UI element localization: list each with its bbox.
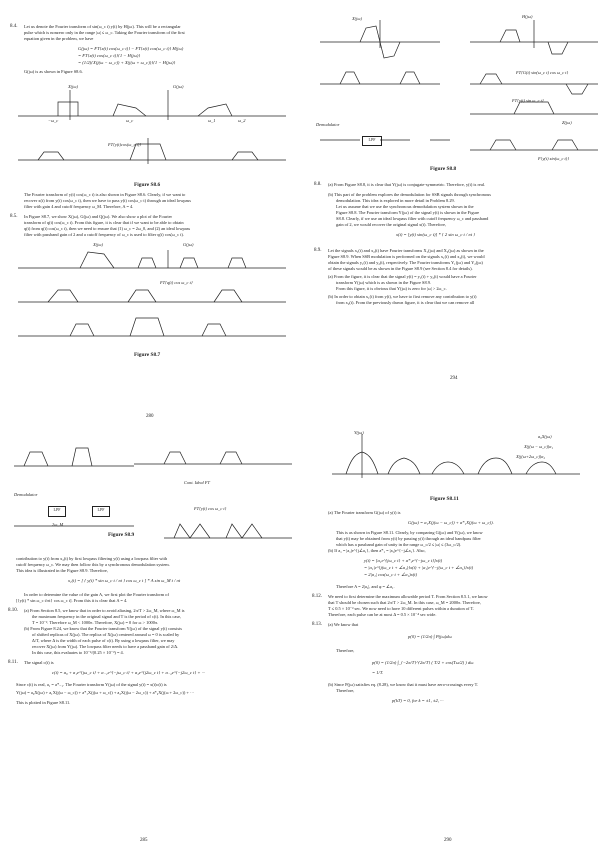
paragraph-line: T ≤ 0.5 × 10⁻³ sec. We now need to have 10 different pulses within a duration of T. — [328, 606, 474, 611]
paragraph-line: transform Y(jω) which is as shown in the Figure S8.9. — [336, 280, 432, 285]
figure-label: FT{y(t) cos ω_c t} — [194, 506, 227, 511]
paragraph-line: Let the signals x₁(t) and x₂(t) have Fourier transforms X₁(jω) and X₂(jω) as shown in the — [328, 248, 484, 253]
problem-number: 8.5. — [10, 214, 18, 219]
figure-label: a₀X(jω) — [538, 434, 552, 439]
equation-line: x₁(t) = [ { y(t) * sin ω_c t / πt } cos ω_c t ] * A sin ω_M t / πt — [68, 578, 181, 583]
paragraph-line: Figure S8.9. When SSB modulation is performed on the signals x₁(t) and x₂(t), we would — [328, 254, 485, 259]
equation-line: = 2|a₁| cos(ω_c t + ∠a₁)x(t) — [364, 572, 418, 577]
equation-line: = (1/2){X(j(ω − ω_c)) + X(j(ω + ω_c))}{1 − H(jω)} — [78, 60, 176, 65]
page-number: 294 — [450, 376, 458, 381]
paragraph-line: We need to first determine the maximum allowable period T. From Section 8.5.1, we know — [328, 594, 488, 599]
paragraph-line: G(jω) is as shown in Figure S8.6. — [24, 69, 83, 74]
paragraph-line: In Figure S8.7, we show X(jω), G(jω) and Q(jω). We also show a plot of the Fourier — [24, 214, 172, 219]
figure-label: FT{G(t) sin(ω_c t) cos ω_c t} — [516, 70, 569, 75]
page-bottom-right — [312, 428, 602, 848]
figure-caption: Figure S8.6 — [134, 182, 161, 188]
page-top-right — [312, 8, 602, 428]
paragraph-line: (b) Since P(jω) satisfies eq. (8.28), we know that it must have zero-crossings every T. — [328, 682, 479, 687]
paragraph-line: obtain the signals y₁(t) and y₂(t), respectively. The Fourier transforms Y₁(jω) and Y₂(jω) — [328, 260, 483, 265]
paragraph-line: Therefore, — [336, 688, 355, 693]
figure-label: Y(jω) — [354, 430, 364, 435]
lpf-block — [362, 136, 382, 146]
figure-s8-7-plot — [18, 240, 288, 350]
paragraph-line: Therefore, — [336, 648, 355, 653]
paragraph-line: In this case, this evaluates to 10⁻³/(0.25 × 10⁻³) = 4. — [32, 650, 124, 655]
paragraph-line: (b) This part of the problem explores the demodulation for SSB signals through synchronous — [328, 192, 491, 197]
figure-s8-11-plot — [332, 432, 582, 496]
paragraph-line: This is plotted in Figure S8.11. — [16, 700, 71, 705]
paragraph-line: of these signals would be as shown in the Figure S8.9 (see Section 8.4 for details). — [328, 266, 473, 271]
page-bottom-left — [8, 428, 298, 848]
equation-line: y(t) = [a₁e^{jω_c t} + a*₁e^{−jω_c t}]x(t) — [364, 558, 443, 563]
figure-label: FT{y(t) sin ω_c t} — [512, 98, 544, 103]
paragraph-line: Therefore, each pulse can be at most Δ = 0.5 × 10⁻⁴ sec wide. — [328, 612, 437, 617]
figure-label: Demodulator — [14, 492, 38, 497]
figure-label: X(jω) — [68, 84, 78, 89]
paragraph-line: recover X(jω) from Y(jω). The lowpass filter needs to have a passband gain of 2/Δ. — [32, 644, 179, 649]
lpf-block-2 — [92, 506, 110, 517]
paragraph-line: (a) The Fourier transform G(jω) of y(t) is — [328, 510, 401, 515]
figure-label: Demodulator — [316, 122, 340, 127]
paragraph-line: Y(jω) = a₀X(jω) + a₁X(j(ω − ω_c)) + a*₁X(j(ω + ω_c)) + a₂X(j(ω − 2ω_c)) + a*₂X(j(ω + 2ω_c)) + ··· — [16, 690, 195, 695]
figure-label: ω_c — [126, 118, 134, 123]
paragraph-line: From this figure, it is obvious that Y(jω) is zero for |ω| > 2ω_c. — [336, 286, 447, 291]
paragraph-line: the maximum frequency in the original signal and T is the period of c(t). In this case, — [32, 614, 182, 619]
paragraph-line: gain of 2, we would recover the original signal x(t). Therefore, — [336, 222, 447, 227]
paragraph-line: This is as shown in Figure S8.11. Clearly, by comparing G(jω) and Y(jω), we know — [336, 530, 483, 535]
figure-caption: Figure S8.9 — [108, 532, 135, 538]
page-number: 290 — [444, 838, 452, 843]
equation-line: = |a₁|e^{j(ω_c t + ∠a₁)}x(t) + |a₁|e^{−j(ω_c t + ∠a₁)}x(t) — [364, 565, 474, 570]
paragraph-line: The Fourier transform of y(t) cos(ω_c t) is also shown in Figure S8.6. Clearly, if we want to — [24, 192, 186, 197]
equation-line: c(t) = a₀ + a₁e^{jω_c t} + a₋₁e^{−jω_c t} + a₂e^{j2ω_c t} + a₋₂e^{−j2ω_c t} + ··· — [52, 670, 206, 675]
paragraph-line: (b) In order to obtain x₁(t) from y(t), we have to first remove any contribution to y(t) — [328, 294, 477, 299]
figure-s8-9-plot — [14, 438, 294, 556]
paragraph-line: Let us denote the Fourier transform of sin(ω_c t) y(t) by H(jω). This will be a rectangular — [24, 24, 181, 29]
paragraph-line: equation given in the problem, we have — [24, 36, 94, 41]
paragraph-line: T = 10⁻³. Therefore ω_M < 1000π. Therefore, X(jω) = 0 for ω > 1000π. — [32, 620, 159, 625]
figure-label: X(j(ω − ω_c))a₁ — [524, 444, 553, 449]
equation-line: G(jω) = a₁X(j(ω − ω_c)) + a*₁X(j(ω + ω_c)). — [408, 520, 494, 525]
problem-number: 8.10. — [8, 608, 18, 613]
figure-label: X(jω) — [352, 16, 362, 21]
equation-line: = 1/T. — [372, 670, 384, 675]
paragraph-line: recover x(t) from y(t) cos(ω_c t), then we have to pass y(t) cos(ω_c t) through an ideal lowpass — [24, 198, 191, 203]
paragraph-line: transform of q(t) cos(ω_c t). From this figure, it is clear that if we want to be able to obtain — [24, 220, 184, 225]
problem-number: 8.13. — [312, 622, 322, 627]
equation-line: = FT{x(t) cos(ω_c t)}{1 − H(jω)} — [78, 53, 141, 58]
lpf-label: LPF — [97, 507, 105, 512]
paragraph-line: cutoff frequency ω_c. We may then follow this by a synchronous demodulation system. — [16, 562, 170, 567]
page-number: 285 — [140, 838, 148, 843]
figure-label: Z(jω) — [562, 120, 572, 125]
figure-label: G(jω) — [173, 84, 184, 89]
paragraph-line: Therefore A = 2|a₁|, and φ = ∠a₁. — [336, 584, 395, 589]
paragraph-line: q(t) from q(t) cos(ω_c t), then we need to ensure that (1) ω_c = 2ω_0, and (2) an ideal lowpass — [24, 226, 191, 231]
equation-line: G(jω) = FT{x(t) cos(ω_c t)} − FT{x(t) cos(ω_c t)} H(jω) — [78, 46, 184, 51]
paragraph-line: (a) From the figure, it is clear that the signal y(t) = y₁(t) + y₂(t) would have a Fourier — [328, 274, 477, 279]
figure-label: −ω_c — [48, 118, 59, 123]
paragraph-line: (a) From Figure S8.8, it is clear that Y(jω) is conjugate-symmetric. Therefore, y(t) is real. — [328, 182, 486, 187]
lpf-label: LPF — [53, 507, 61, 512]
figure-label: H(jω) — [522, 14, 533, 19]
figure-caption: Figure S8.11 — [430, 496, 459, 502]
paragraph-line: In order to determine the value of the gain A, we first plot the Fourier transform of — [24, 592, 169, 597]
lpf-label: LPF — [368, 137, 376, 142]
paragraph-line: demodulation. This idea is explored in more detail in Problem 8.29. — [336, 198, 455, 203]
equation-line: p(0) = (1/2π) ∫ P(jω)dω — [408, 634, 452, 639]
problem-number: 8.8. — [314, 182, 322, 187]
figure-label: ω_1 — [208, 118, 216, 123]
page-top-left — [8, 8, 298, 428]
problem-number: 8.9. — [314, 248, 322, 253]
problem-number: 8.4. — [10, 24, 18, 29]
paragraph-line: (a) From Section 8.5, we know that in order to avoid aliasing, 2π/T > 2ω_M, where ω_M is — [24, 608, 185, 613]
paragraph-line: (a) We know that — [328, 622, 359, 627]
paragraph-line: of shifted replicas of X(jω). The replica of X(jω) centered around ω = 0 is scaled by — [32, 632, 180, 637]
paragraph-line: Δ/T, where Δ is the width of each pulse of c(t). By using a lowpass filter, we may — [32, 638, 175, 643]
figure-label: Cont. Ideal FT — [184, 480, 210, 485]
paragraph-line: that T should be chosen such that 2π/T > 2ω_M. In this case, ω_M = 2000π. Therefore, — [328, 600, 481, 605]
paragraph-line: contribution to y(t) from x₂(t) by first lowpass filtering y(t) using a lowpass filter with — [16, 556, 168, 561]
figure-label: 2ω_M — [52, 522, 64, 527]
paragraph-line: that y(t) may be obtained from y(t) by passing y(t) through an ideal bandpass filter — [336, 536, 481, 541]
equation-line: x(t) = [y(t) sin(ω_c t)] * { 2 sin ω_c t / πt } — [396, 232, 475, 237]
paragraph-line: The signal c(t) is — [24, 660, 54, 665]
figure-label: X(j(ω+2ω_c))a₂ — [516, 454, 545, 459]
figure-label: F{y(t) sin(ω_c t)} — [538, 156, 569, 161]
paragraph-line: which has a passband gain of unity in the range ω_c/2 ≤ |ω| ≤ (3ω_c/2). — [336, 542, 462, 547]
figure-label: X(jω) — [93, 242, 103, 247]
paragraph-line: Figure S8.8. The Fourier transform Y(jω) of the signal y(t) is shown in the Figure — [336, 210, 480, 215]
paragraph-line: from x₂(t). From the previously drawn figure, it is clear that we can remove all — [336, 300, 475, 305]
equation-line: p(0) = (1/2π) ∫_{−2π/T}^{2π/T} ( T/2 + cos(Tω/2) ) dω — [372, 660, 474, 665]
lpf-block — [48, 506, 66, 517]
paragraph-line: pulse which is nonzero only in the range |ω| ≤ ω_c. Taking the Fourier transform of the first — [24, 30, 185, 35]
figure-label: FT{q(t) cos ω_c t} — [160, 280, 193, 285]
figure-s8-6-plot — [18, 80, 288, 180]
page-number: 280 — [146, 414, 154, 419]
paragraph-line: This idea is illustrated in the Figure S8.9. Therefore, — [16, 568, 108, 573]
problem-number: 8.11. — [8, 660, 18, 665]
figure-caption: Figure S8.8 — [430, 166, 457, 172]
figure-caption: Figure S8.7 — [134, 352, 161, 358]
figure-label: FT{y(t)cos(ω_c t)} — [108, 142, 142, 147]
paragraph-line: filter with passband gain of 2 and a cutoff frequency of ω_c is used to filter q(t) cos(ω_c t). — [24, 232, 184, 237]
paragraph-line: Since c(t) is real, a₁ = a*₋₁. The Fourier transform Y(jω) of the signal y(t) = x(t)c(t) is — [16, 682, 167, 687]
paragraph-line: (b) If a₁ = |a₁|e^{j∠a₁}, then a*₁ = |a₁|e^{−j∠a₁}. Also, — [328, 548, 426, 553]
figure-label: ω_2 — [238, 118, 246, 123]
paragraph-line: (b) From Figure 8.24, we know that the Fourier transform Y(jω) of the signal y(t) consists — [24, 626, 182, 631]
paragraph-line: [{y(t) * sin ω_c t/πt} cos ω_c t]. From this it is clear that A = 4. — [16, 598, 128, 603]
paragraph-line: S8.8. Clearly, if we use an ideal lowpass filter with cutoff frequency ω_c and passband — [336, 216, 489, 221]
problem-number: 8.12. — [312, 594, 322, 599]
figure-label: G(jω) — [183, 242, 194, 247]
equation-line: p(kT) = 0, for k = ±1, ±2, ··· — [392, 698, 444, 703]
paragraph-line: filter with gain 4 and cutoff frequency ω_M. Therefore, A = 4. — [24, 204, 134, 209]
paragraph-line: Let us assume that we use the synchronous demodulation system shown in the — [336, 204, 474, 209]
